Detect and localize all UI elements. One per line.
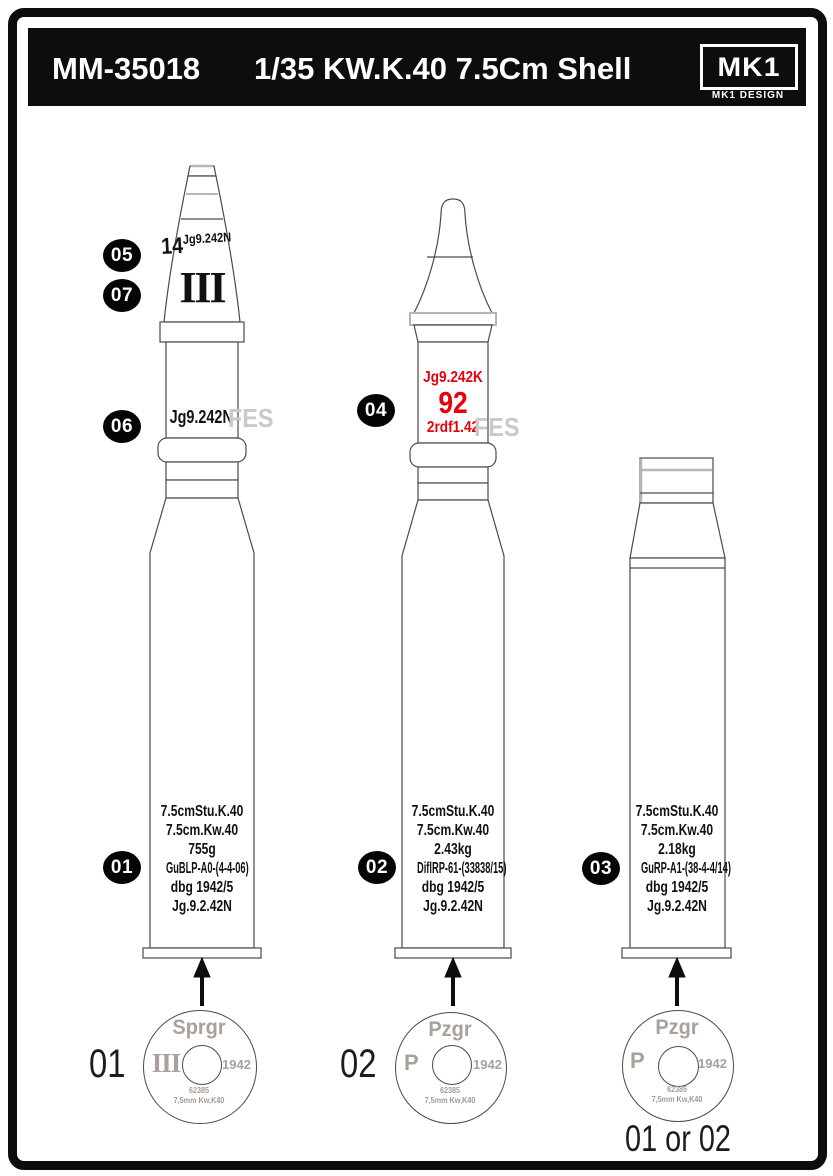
shell1-nose-roman-numeral: III [179,263,225,312]
base-hole [432,1045,472,1085]
callout-badge-04: 04 [357,394,395,427]
shell1-nose-number: 14 [160,231,184,260]
spec-line: dbg 1942/5 [645,879,709,896]
callout-badge-02: 02 [358,851,396,884]
base-arrows [194,958,685,1006]
base1-type: Sprgr [172,1016,226,1039]
mk1-logo-text: MK1 [717,51,781,82]
mk1-logo-subtext: MK1 DESIGN [711,90,785,101]
base1-year: 1942 [222,1057,251,1072]
shell2-red-lot: 2rdf1.42 [426,419,480,436]
spec-line: 7.5cmStu.K.40 [635,803,719,820]
spec-line: 2.18kg [658,841,696,858]
base3-type: Pzgr [655,1016,699,1039]
callout-badge-01: 01 [103,851,141,884]
shell3-spec-block [617,802,737,916]
shell1-spec-block [142,802,262,916]
spec-line: dbg 1942/5 [421,879,485,896]
spec-line: DiflRP-61-(33838/15) [417,860,507,877]
shell2-red-code: Jg9.242K [423,369,483,386]
spec-line: 7.5cmStu.K.40 [160,803,244,820]
spec-line: 2.43kg [434,841,472,858]
spec-line: 755g [188,841,216,858]
base2-year: 1942 [473,1057,502,1072]
spec-line: 7.5cmStu.K.40 [411,803,495,820]
base1-stamp2: 7,5mm Kw,K40 [173,1095,225,1105]
base3-stamp1: 62385 [666,1084,688,1094]
shell2-spec-block [393,802,513,916]
base1-stamp1: 62385 [188,1085,210,1095]
base3-stamp2: 7,5mm Kw,K40 [651,1094,703,1104]
shell2-red-number: 92 [438,385,468,420]
base1-label: 01 [89,1042,126,1086]
spec-line: GuBLP-A0-(4-4-06) [166,860,249,877]
spec-line: 7.5cm.Kw.40 [416,822,490,839]
arrow-up-icon [194,958,210,977]
spec-line: 7.5cm.Kw.40 [165,822,239,839]
spec-line: Jg.9.2.42N [647,898,707,915]
base2-label: 02 [340,1042,377,1086]
spec-line: 7.5cm.Kw.40 [640,822,714,839]
spec-line: GuRP-A1-(38-4-4/14) [641,860,731,877]
spec-line: Jg.9.2.42N [423,898,483,915]
callout-badge-05: 05 [103,239,141,272]
base2-type: Pzgr [428,1018,472,1041]
base3-label: 01 or 02 [625,1118,731,1159]
base3-side-mark: P [630,1048,645,1073]
callout-badge-03: 03 [582,852,620,885]
base3-year: 1942 [698,1056,727,1071]
base2-stamp2: 7,5mm Kw,K40 [424,1095,476,1105]
base2-side-mark: P [404,1050,419,1075]
callout-badge-06: 06 [103,410,141,443]
base-hole [182,1045,222,1085]
shell1-ghost-fes: FES [228,403,274,433]
shell1-nose-code: Jg9.242N [182,229,232,247]
shell1-mid-code: Jg9.242N [169,407,233,427]
spec-line: Jg.9.2.42N [172,898,232,915]
shell1-nose-marking [161,229,233,260]
base1-side-mark: III [151,1048,181,1078]
page-title: 1/35 KW.K.40 7.5Cm Shell [254,51,632,86]
spec-line: dbg 1942/5 [170,879,234,896]
shell2-ghost-fes: FES [474,412,520,442]
base2-stamp1: 62385 [439,1085,461,1095]
arrow-up-icon [445,958,461,977]
arrow-up-icon [669,958,685,977]
product-code: MM-35018 [52,51,201,86]
base-hole [658,1046,699,1087]
callout-badge-07: 07 [103,279,141,312]
